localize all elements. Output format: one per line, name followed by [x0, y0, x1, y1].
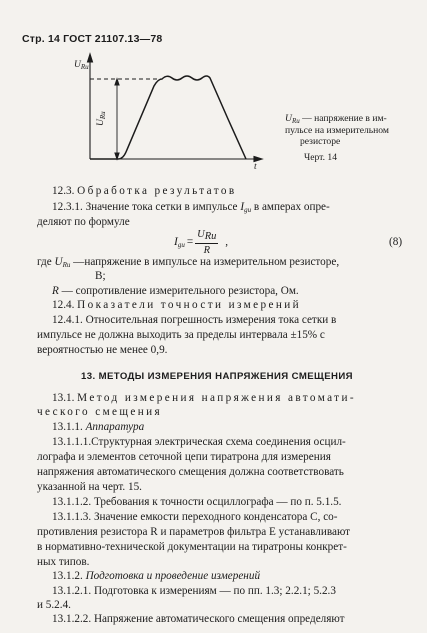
para-12-4-1-line-1: 12.4.1. Относительная погрешность измерения тока сетки в: [52, 314, 337, 326]
para-13-1-1-1-line-2: лографа и элементов сеточной цепи тиратрона для измерения: [37, 451, 331, 463]
legend-line-2: пульсе на измерительном: [285, 125, 389, 136]
section-13-1-heading: 13.1. Метод измерения напряжения автомати-: [52, 392, 356, 404]
para-13-1-1-2: 13.1.1.2. Требования к точности осциллографа — по п. 5.1.5.: [52, 496, 342, 508]
legend-line-1: $U_{Rи}$ — напряжение в им-: [285, 113, 387, 125]
para-12-3-1-line-1: 12.3.1. Значение тока сетки в импульсе $I_{gи}$ в амперах опре-: [52, 201, 330, 214]
x-axis-arrow: [254, 157, 262, 162]
para-13-1-1-3-line-4: ных типов.: [37, 556, 90, 568]
section-12-4-heading: 12.4. Показатели точности измерений: [52, 299, 301, 311]
para-13-1-2-1-line-1: 13.1.2.1. Подготовка к измерениям — по пп. 1.3; 2.2.1; 5.2.3: [52, 585, 336, 597]
para-13-1-1-3-line-3: в нормативно-технической документации на тиратроны конкрет-: [37, 541, 347, 553]
where-line-1: где $U_{Rи}$ —напряжение в импульсе на измерительном резисторе,: [37, 256, 340, 269]
formula-denominator: R: [203, 245, 210, 256]
section-12-3-heading: 12.3. Обработка результатов: [52, 185, 237, 197]
formula-number: (8): [389, 236, 403, 248]
para-13-1-1-1-line-1: 13.1.1.1.Структурная электрическая схема соединения осцил-: [52, 436, 346, 448]
amplitude-arrow-up: [115, 79, 119, 85]
where-unit: В;: [95, 270, 106, 282]
y-axis-label: $U_{Rи}$: [74, 60, 89, 71]
para-13-1-1-1-line-4: указанной на черт. 15.: [37, 481, 142, 493]
para-13-1-2-2-line-1: 13.1.2.2. Напряжение автоматического смещения определяют: [52, 613, 345, 625]
amplitude-arrow-down: [115, 153, 119, 159]
amplitude-label: $U_{Rи}$: [96, 111, 107, 126]
para-12-4-1-line-3: вероятностью не менее 0,9.: [37, 344, 168, 356]
para-13-1-1-3-line-1: 13.1.1.3. Значение емкости переходного конденсатора С, со-: [52, 511, 338, 523]
figure-caption: Черт. 14: [304, 152, 338, 163]
section-13-1-1-heading: 13.1.1. Аппаратура: [52, 421, 145, 433]
para-12-4-1-line-2: импульсе не должна выходить за пределы интервала ±15% с: [37, 329, 325, 341]
section-13-1-heading-line-2: ческого смещения: [37, 406, 163, 418]
para-13-1-1-3-line-2: противления резистора R и параметров фильтра Е устанавливают: [37, 526, 351, 538]
para-12-3-1-line-2: деляют по формуле: [37, 216, 130, 228]
para-13-1-1-1-line-3: напряжения автоматического смещения должна соответствовать: [37, 466, 344, 478]
formula-8: $I_{gи}$ = $\frac{\text{URи}}{R}$ ,: [174, 229, 229, 256]
formula-numerator: URи: [197, 229, 217, 242]
section-13-title: 13. МЕТОДЫ ИЗМЕРЕНИЯ НАПРЯЖЕНИЯ СМЕЩЕНИЯ: [81, 371, 353, 382]
legend-line-3: резисторе: [300, 136, 341, 147]
section-13-1-2-heading: 13.1.2. Подготовка и проведение измерений: [52, 570, 261, 582]
where-line-2: R — сопротивление измерительного резистора, Ом.: [52, 285, 299, 297]
formula-fraction: [195, 228, 218, 257]
x-axis-label: t: [254, 162, 257, 172]
pulse-curve: [90, 76, 246, 159]
para-13-1-2-1-line-2: и 5.2.4.: [37, 599, 71, 611]
page-header: Стр. 14 ГОСТ 21107.13—78: [22, 33, 163, 45]
pulse-chart: [60, 52, 270, 187]
